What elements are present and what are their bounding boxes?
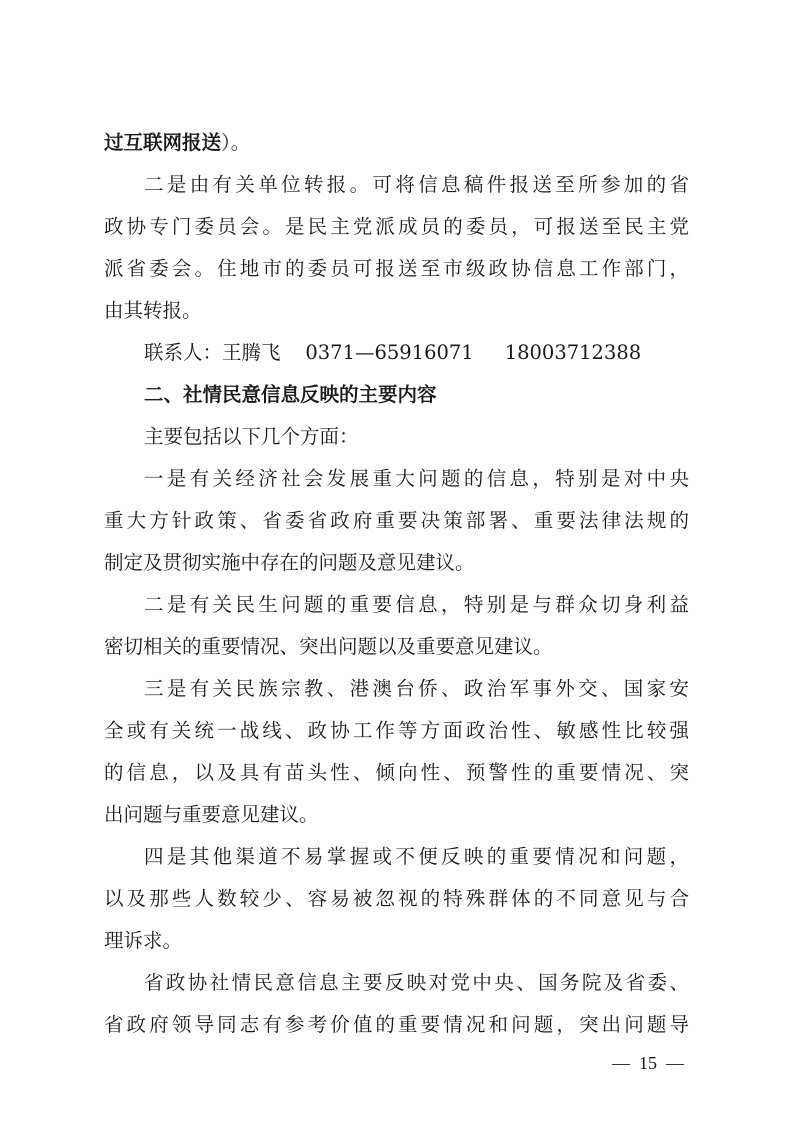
contact-phone: 0371—65916071 [305, 341, 474, 364]
text-line-13: 密切相关的重要情况、突出问题以及重要意见建议。 [104, 635, 553, 658]
text-line-8: 主要包括以下几个方面： [144, 425, 359, 448]
text-line-10: 重大方针政策、省委省政府重要决策部署、重要法律法规的 [104, 509, 689, 532]
text-line-21: 省政协社情民意信息主要反映对党中央、国务院及省委、 [144, 971, 689, 994]
text-line-2: 二是由有关单位转报。可将信息稿件报送至所参加的省 [144, 173, 689, 196]
text-line-4: 派省委会。住地市的委员可报送至市级政协信息工作部门， [104, 257, 689, 280]
text-line-16: 的信息，以及具有苗头性、倾向性、预警性的重要情况、突 [104, 761, 689, 784]
text-line-19: 以及那些人数较少、容易被忽视的特殊群体的不同意见与合 [104, 887, 689, 910]
text-line-1-rest: ）。 [221, 131, 251, 154]
text-line-1 [104, 131, 689, 155]
text-line-18: 四是其他渠道不易掌握或不便反映的重要情况和问题， [144, 845, 689, 868]
contact-label: 联系人：王腾飞 [144, 341, 281, 364]
section-heading: 二、社情民意信息反映的主要内容 [144, 383, 437, 406]
text-line-3: 政协专门委员会。是民主党派成员的委员，可报送至民主党 [104, 215, 689, 238]
contact-line [144, 341, 689, 365]
text-line-17: 出问题与重要意见建议。 [104, 803, 319, 826]
text-line-12: 二是有关民生问题的重要信息，特别是与群众切身利益 [144, 593, 689, 616]
text-line-1-bold: 过互联网报送 [104, 131, 222, 154]
page-number: — 15 — [612, 1053, 684, 1073]
text-line-20: 理诉求。 [104, 929, 183, 952]
text-line-11: 制定及贯彻实施中存在的问题及意见建议。 [104, 551, 475, 574]
text-line-9: 一是有关经济社会发展重大问题的信息，特别是对中央 [144, 467, 689, 490]
text-line-15: 全或有关统一战线、政协工作等方面政治性、敏感性比较强 [104, 719, 689, 742]
contact-mobile: 18003712388 [504, 341, 642, 364]
text-line-5: 由其转报。 [104, 299, 202, 322]
text-line-22: 省政府领导同志有参考价值的重要情况和问题，突出问题导 [104, 1013, 689, 1036]
text-line-14: 三是有关民族宗教、港澳台侨、政治军事外交、国家安 [144, 677, 689, 700]
